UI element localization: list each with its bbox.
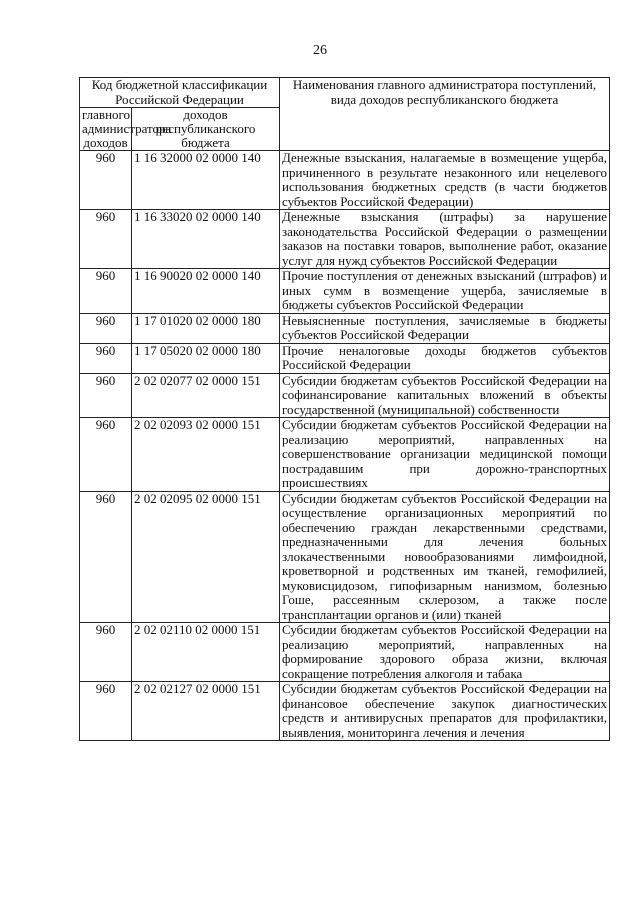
table-row [80,623,610,682]
admin-code-cell: 960 [80,418,132,492]
revenue-name-cell: Субсидии бюджетам субъектов Российской Федерации на софинансирование капитальных вложений в объекты государственной (муниципальной) собственности [280,373,610,418]
revenue-code-cell: 2 02 02093 02 0000 151 [132,418,280,492]
revenue-code-cell: 1 17 05020 02 0000 180 [132,343,280,373]
revenue-name-cell: Невыясненные поступления, зачисляемые в бюджеты субъектов Российской Федерации [280,313,610,343]
admin-code-cell: 960 [80,269,132,314]
budget-classification-table [79,77,610,741]
table-row [80,491,610,623]
revenue-name-cell: Субсидии бюджетам субъектов Российской Федерации на реализацию мероприятий, направленных на формирование здорового образа жизни, включая сокращение потребления алкоголя и табака [280,623,610,682]
admin-code-cell: 960 [80,682,132,741]
revenue-code-cell: 1 16 33020 02 0000 140 [132,210,280,269]
table-row [80,343,610,373]
table-row [80,210,610,269]
admin-code-cell: 960 [80,151,132,210]
header-revenue-code: доходов республиканского бюджета [132,108,280,151]
revenue-code-cell: 2 02 02077 02 0000 151 [132,373,280,418]
header-chief-administrator: главного администратора доходов [80,108,132,151]
header-budget-classification-code: Код бюджетной классификации Российской Федерации [80,78,280,108]
table-row [80,373,610,418]
table-header-row [80,78,610,108]
revenue-name-cell: Прочие неналоговые доходы бюджетов субъектов Российской Федерации [280,343,610,373]
admin-code-cell: 960 [80,491,132,623]
revenue-name-cell: Субсидии бюджетам субъектов Российской Федерации на осуществление организационных мероприятий по обеспечению граждан лекарственными средствами, предназначенными для лечения больных злокачественными новообразованиями лимфоидной, кроветворной и родственных им тканей, гемофилией, муковисцидозом, гипофизарным нанизмом, болезнью Гоше, рассеянным склерозом, а также после трансплантации органов и (или) тканей [280,491,610,623]
table-row [80,418,610,492]
revenue-name-cell: Прочие поступления от денежных взысканий (штрафов) и иных сумм в возмещение ущерба, зачисляемые в бюджеты субъектов Российской Федерации [280,269,610,314]
admin-code-cell: 960 [80,373,132,418]
table-row [80,313,610,343]
revenue-code-cell: 2 02 02127 02 0000 151 [132,682,280,741]
revenue-code-cell: 2 02 02110 02 0000 151 [132,623,280,682]
revenue-name-cell: Субсидии бюджетам субъектов Российской Федерации на финансовое обеспечение закупок диагностических средств и антивирусных препаратов для профилактики, выявления, мониторинга лечения и лечения [280,682,610,741]
header-administrator-name: Наименования главного администратора поступлений, вида доходов республиканского бюджета [280,78,610,151]
revenue-name-cell: Субсидии бюджетам субъектов Российской Федерации на реализацию мероприятий, направленных на совершенствование организации медицинской помощи пострадавшим при дорожно-транспортных происшествиях [280,418,610,492]
admin-code-cell: 960 [80,343,132,373]
revenue-code-cell: 2 02 02095 02 0000 151 [132,491,280,623]
admin-code-cell: 960 [80,623,132,682]
table-row [80,151,610,210]
revenue-code-cell: 1 16 32000 02 0000 140 [132,151,280,210]
revenue-name-cell: Денежные взыскания (штрафы) за нарушение законодательства Российской Федерации о размещении заказов на поставки товаров, выполнение работ, оказание услуг для нужд субъектов Российской Федерации [280,210,610,269]
page-number: 26 [313,43,327,58]
table-row [80,682,610,741]
admin-code-cell: 960 [80,210,132,269]
revenue-name-cell: Денежные взыскания, налагаемые в возмещение ущерба, причиненного в результате незаконного или нецелевого использования бюджетных средств (в части бюджетов субъектов Российской Федерации) [280,151,610,210]
revenue-code-cell: 1 17 01020 02 0000 180 [132,313,280,343]
revenue-code-cell: 1 16 90020 02 0000 140 [132,269,280,314]
admin-code-cell: 960 [80,313,132,343]
table-row [80,269,610,314]
